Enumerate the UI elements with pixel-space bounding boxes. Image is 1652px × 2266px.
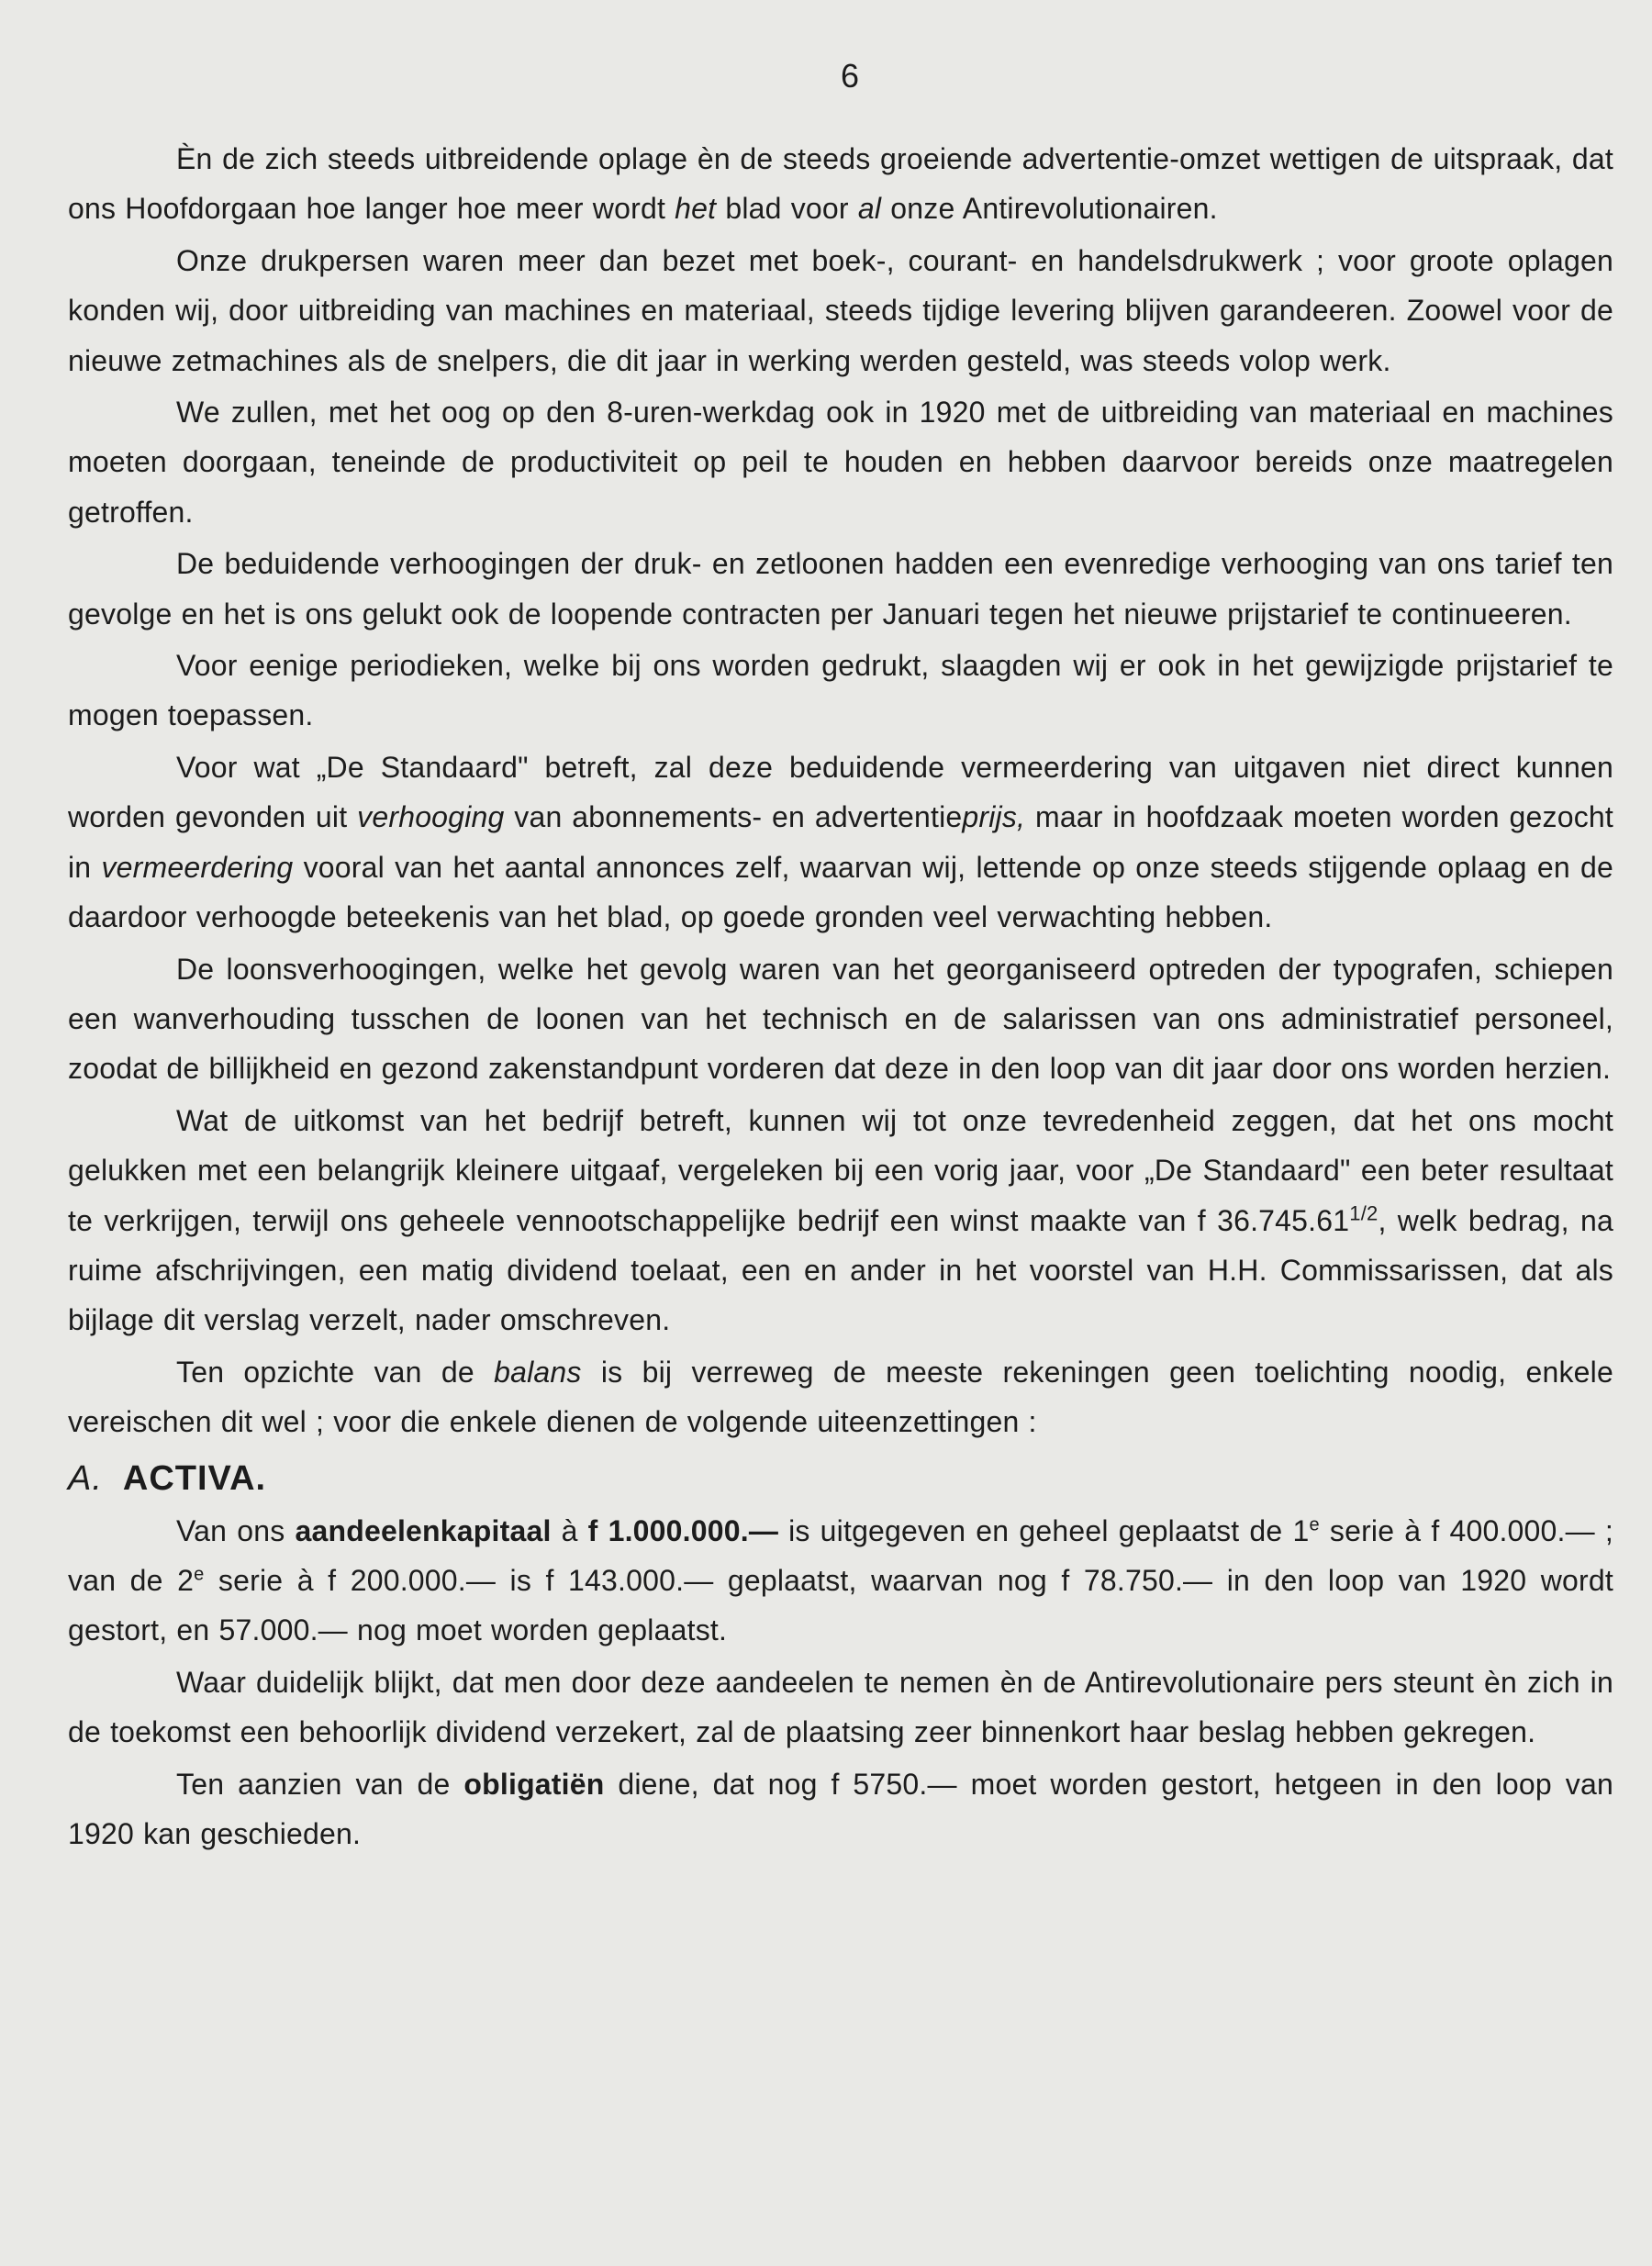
text-run: vooral van het aantal annonces zelf, waarvan wij, lettende op onze steeds stijgende oplaag en de daardoor verhoogde beteekenis van het blad, op goede gronden veel verwachting hebben. bbox=[68, 850, 1613, 934]
paragraph-8 bbox=[68, 1096, 1613, 1345]
paragraph-10 bbox=[68, 1506, 1613, 1656]
text-run: Wat de uitkomst van het bedrijf betreft, kunnen wij tot onze tevredenheid zeggen, dat het ons mocht gelukken met een belangrijk kleinere uitgaaf, vergeleken bij een vorig jaar, voor „De Standaard" een beter resultaat te verkrijgen, terwijl ons geheele vennootschappelijke bedrijf een winst maakte van bbox=[68, 1103, 1613, 1237]
text-run: Èn de zich steeds uitbreidende oplage èn de steeds groeiende advertentie-omzet wettigen de uitspraak, dat ons Hoofdorgaan hoe langer hoe meer wordt bbox=[68, 142, 1613, 226]
text-run: Voor wat „De Standaard" betreft, zal deze beduidende vermeerdering van uitgaven niet direct kunnen worden gevonden uit bbox=[68, 750, 1613, 834]
section-title: ACTIVA. bbox=[122, 1458, 267, 1498]
italic-run: prijs, bbox=[962, 800, 1026, 834]
paragraph-1 bbox=[68, 134, 1613, 234]
superscript: e bbox=[194, 1564, 205, 1585]
text-run: Ten opzichte van de bbox=[176, 1355, 495, 1389]
paragraph-6 bbox=[68, 742, 1613, 943]
bold-run: obligatiën bbox=[463, 1767, 605, 1801]
section-heading bbox=[68, 1451, 1613, 1506]
text-run: onze Antirevolutionairen. bbox=[881, 192, 1218, 226]
paragraph-9 bbox=[68, 1347, 1613, 1447]
text-run: is uitgegeven en geheel geplaatst de 1 bbox=[778, 1513, 1310, 1547]
italic-run: verhooging bbox=[357, 800, 505, 834]
bold-run: f 1.000.000.— bbox=[587, 1513, 779, 1547]
italic-run: balans bbox=[494, 1355, 582, 1389]
paragraph-2: Onze drukpersen waren meer dan bezet met boek-, courant- en handelsdrukwerk ; voor groote oplagen konden wij, door uitbreiding van machines en materiaal, steeds tijdige levering blijven garandeeren. Zoowel voor de nieuwe zetmachines als de snelpers, die dit jaar in werking werden gesteld, was steeds volop werk. bbox=[68, 243, 1613, 377]
paragraph-4: De beduidende verhoogingen der druk- en zetloonen hadden een evenredige verhooging van ons tarief ten gevolge en het is ons gelukt ook de loopende contracten per Januari tegen het nieuwe prijstarief te continueeren. bbox=[68, 547, 1613, 631]
text-run: is bij verreweg de meeste rekeningen geen toelichting noodig, enkele vereischen dit wel ; voor die enkele dienen de volgende uiteenzettingen : bbox=[68, 1355, 1613, 1439]
text-run: maar in hoofdzaak moeten worden gezocht in bbox=[68, 800, 1614, 884]
paragraph-5: Voor eenige periodieken, welke bij ons worden gedrukt, slaagden wij er ook in het gewijzigde prijstarief te mogen toepassen. bbox=[68, 649, 1613, 732]
text-run: , welk bedrag, na ruime afschrijvingen, een matig dividend toelaat, een en ander in het voorstel van H.H. Commissarissen, dat als bijlage dit verslag verzelt, nader omschreven. bbox=[68, 1203, 1614, 1337]
section-letter: A. bbox=[68, 1458, 103, 1498]
paragraph-7: De loonsverhoogingen, welke het gevolg waren van het georganiseerd optreden der typografen, schiepen een wanverhouding tusschen de loonen van het technisch en de salarissen van ons administratief personeel, zoodat de billijkheid en gezond zakenstandpunt vorderen dat deze in den loop van dit jaar door ons worden herzien. bbox=[68, 952, 1613, 1086]
italic-run: het bbox=[675, 192, 717, 226]
profit-amount: f 36.745.61 bbox=[1197, 1203, 1350, 1237]
paragraph-3: We zullen, met het oog op den 8-uren-werkdag ook in 1920 met de uitbreiding van materiaal en machines moeten doorgaan, teneinde de productiviteit op peil te houden en hebben daarvoor bereids onze maatregelen getroffen. bbox=[68, 396, 1613, 529]
fraction: 1/2 bbox=[1349, 1200, 1379, 1224]
text-run: à bbox=[551, 1513, 588, 1547]
text-run: serie à f 400.000.— ; van de 2 bbox=[68, 1513, 1613, 1597]
text-run: diene, dat nog f 5750.— moet worden gestort, hetgeen in den loop van 1920 kan geschieden. bbox=[68, 1767, 1613, 1850]
paragraph-12 bbox=[68, 1759, 1613, 1859]
paragraph-11: Waar duidelijk blijkt, dat men door deze aandeelen te nemen èn de Antirevolutionaire pers steunt èn zich in de toekomst een behoorlijk dividend verzekert, zal de plaatsing zeer binnenkort haar beslag hebben gekregen. bbox=[68, 1665, 1613, 1749]
text-run: Ten aanzien van de bbox=[176, 1767, 464, 1801]
italic-run: al bbox=[857, 192, 882, 226]
text-run: blad voor bbox=[716, 192, 858, 226]
bold-run: aandeelenkapitaal bbox=[295, 1513, 552, 1547]
text-run: van abonnements- en advertentie bbox=[504, 800, 963, 834]
text-run: Van ons bbox=[176, 1513, 296, 1547]
page-number: 6 bbox=[840, 57, 860, 95]
text-run: serie à f 200.000.— is f 143.000.— geplaatst, waarvan nog f 78.750.— in den loop van 1920 wordt gestort, en 57.000.— nog moet worden geplaatst. bbox=[68, 1563, 1614, 1647]
superscript: e bbox=[1309, 1513, 1320, 1535]
italic-run: vermeerdering bbox=[101, 850, 294, 884]
